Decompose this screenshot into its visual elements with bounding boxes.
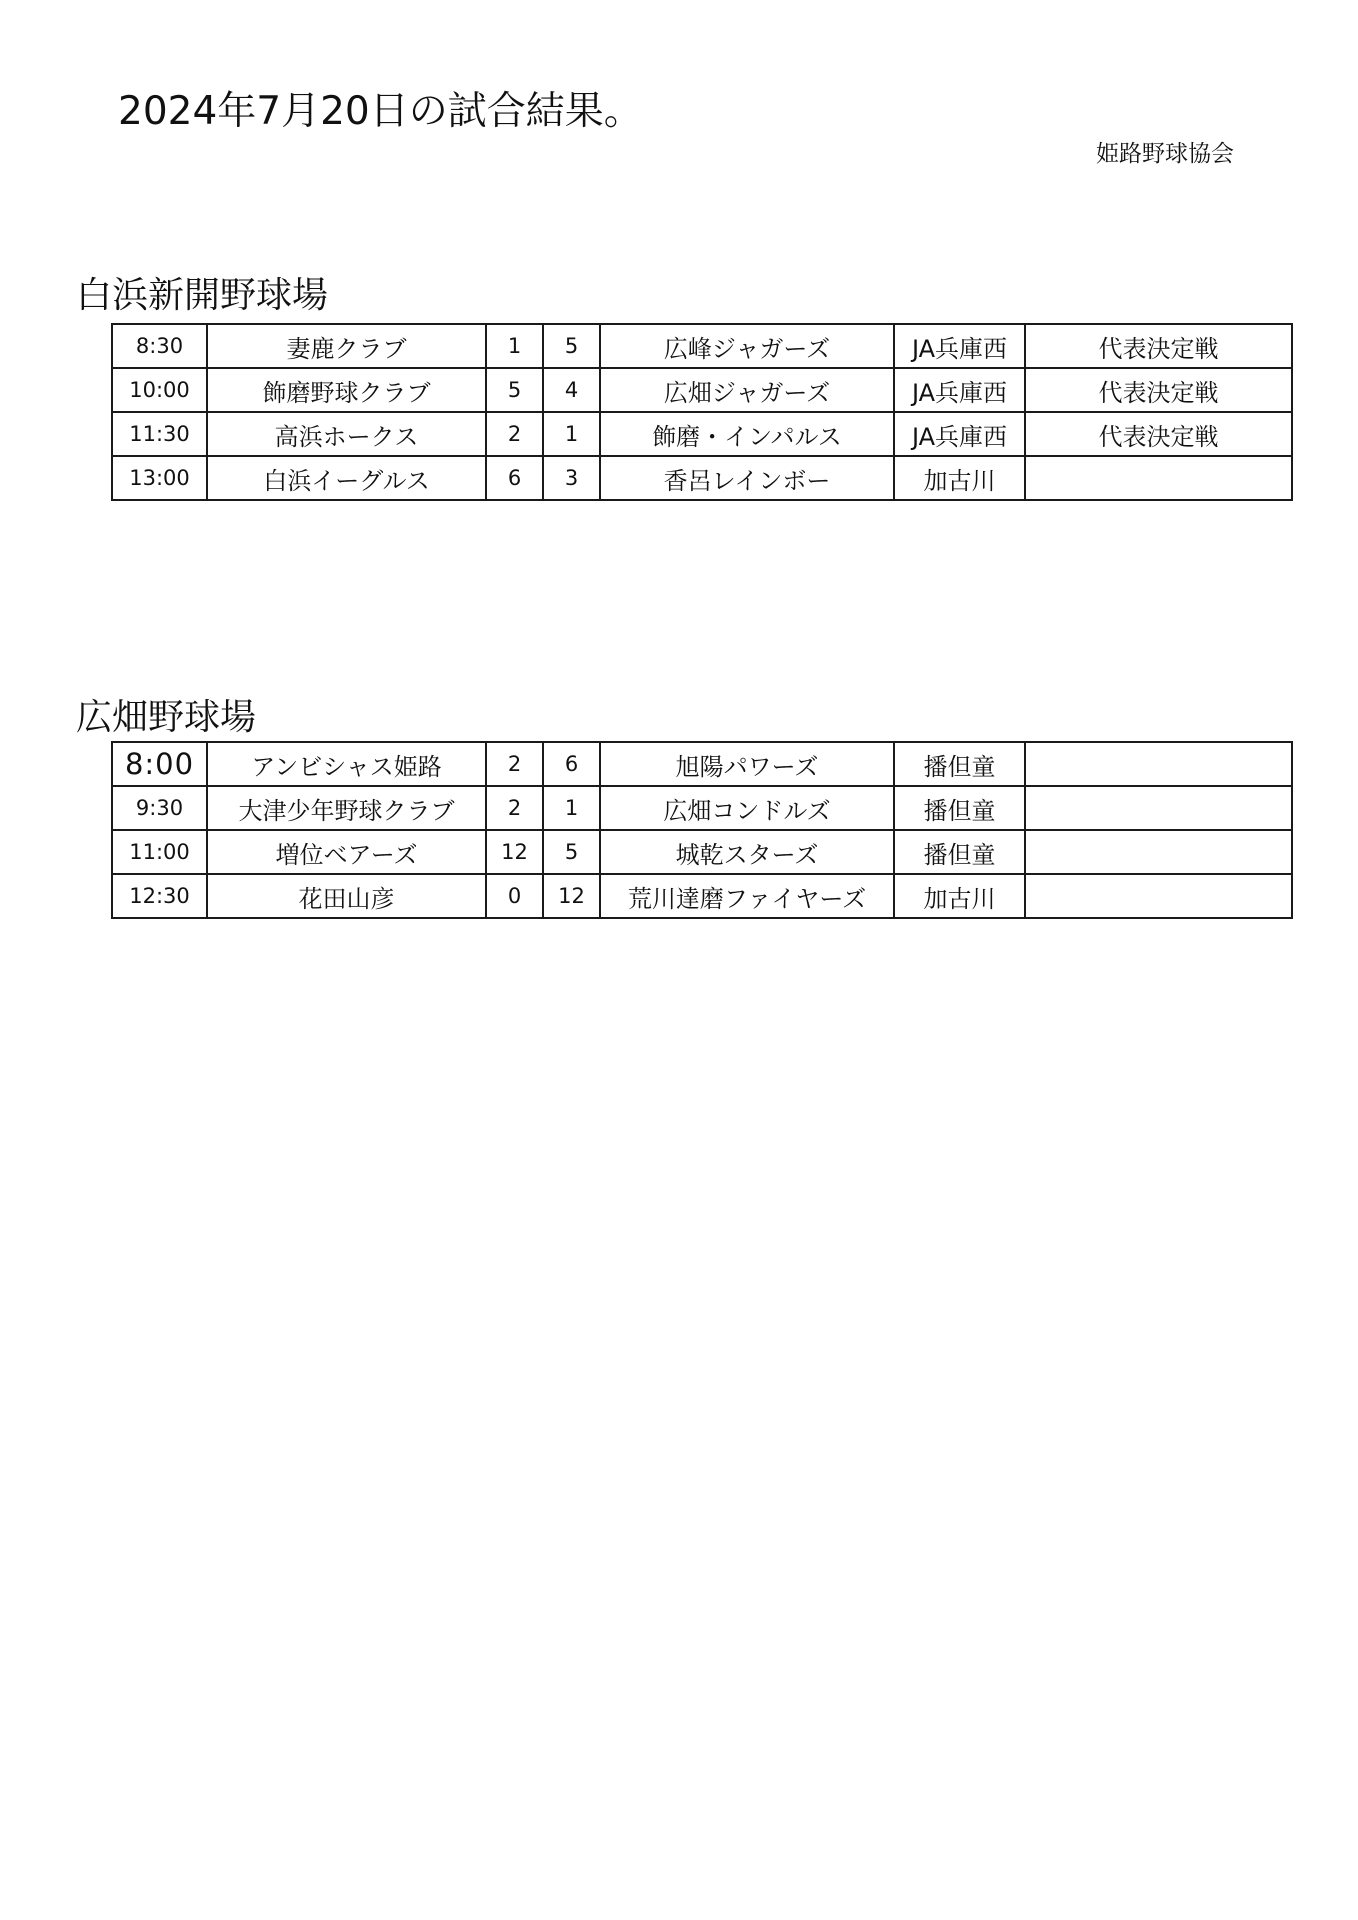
game-time: 8:00 xyxy=(112,742,207,786)
game-time: 11:30 xyxy=(112,412,207,456)
table-row xyxy=(112,742,1292,786)
away-score: 1 xyxy=(543,412,600,456)
home-score: 5 xyxy=(486,368,543,412)
venue-title: 広畑野球場 xyxy=(76,697,257,738)
game-note xyxy=(1025,456,1292,500)
home-score: 6 xyxy=(486,456,543,500)
away-score: 12 xyxy=(543,874,600,918)
away-score: 4 xyxy=(543,368,600,412)
away-team: 広畑ジャガーズ xyxy=(600,368,894,412)
association: 播但童 xyxy=(894,830,1025,874)
home-team: 妻鹿クラブ xyxy=(207,324,486,368)
away-score: 5 xyxy=(543,830,600,874)
table-row xyxy=(112,368,1292,412)
away-score: 1 xyxy=(543,786,600,830)
table-row xyxy=(112,324,1292,368)
table-row xyxy=(112,874,1292,918)
away-team: 城乾スターズ xyxy=(600,830,894,874)
game-note xyxy=(1025,742,1292,786)
home-score: 2 xyxy=(486,786,543,830)
game-time: 8:30 xyxy=(112,324,207,368)
game-note xyxy=(1025,830,1292,874)
table-row xyxy=(112,830,1292,874)
home-team: 白浜イーグルス xyxy=(207,456,486,500)
game-note: 代表決定戦 xyxy=(1025,412,1292,456)
home-team: 花田山彦 xyxy=(207,874,486,918)
game-time: 10:00 xyxy=(112,368,207,412)
game-note: 代表決定戦 xyxy=(1025,324,1292,368)
game-time: 12:30 xyxy=(112,874,207,918)
organizer-name: 姫路野球協会 xyxy=(1096,141,1234,167)
away-team: 広畑コンドルズ xyxy=(600,786,894,830)
away-score: 3 xyxy=(543,456,600,500)
game-note: 代表決定戦 xyxy=(1025,368,1292,412)
home-team: 大津少年野球クラブ xyxy=(207,786,486,830)
game-time: 13:00 xyxy=(112,456,207,500)
game-time: 11:00 xyxy=(112,830,207,874)
home-team: 高浜ホークス xyxy=(207,412,486,456)
game-note xyxy=(1025,874,1292,918)
table-row xyxy=(112,786,1292,830)
venue-title: 白浜新開野球場 xyxy=(76,275,329,316)
away-score: 5 xyxy=(543,324,600,368)
away-team: 香呂レインボー xyxy=(600,456,894,500)
table-row xyxy=(112,456,1292,500)
association: 加古川 xyxy=(894,874,1025,918)
away-team: 広峰ジャガーズ xyxy=(600,324,894,368)
home-score: 2 xyxy=(486,742,543,786)
association: JA兵庫西 xyxy=(894,368,1025,412)
table-row xyxy=(112,412,1292,456)
away-score: 6 xyxy=(543,742,600,786)
home-score: 1 xyxy=(486,324,543,368)
home-score: 0 xyxy=(486,874,543,918)
game-time: 9:30 xyxy=(112,786,207,830)
association: JA兵庫西 xyxy=(894,412,1025,456)
home-team: 増位ベアーズ xyxy=(207,830,486,874)
away-team: 飾磨・インパルス xyxy=(600,412,894,456)
association: 播但童 xyxy=(894,742,1025,786)
page-title: 2024年7月20日の試合結果。 xyxy=(118,89,643,134)
home-score: 2 xyxy=(486,412,543,456)
home-score: 12 xyxy=(486,830,543,874)
home-team: アンビシャス姫路 xyxy=(207,742,486,786)
results-table xyxy=(111,741,1293,919)
away-team: 荒川達磨ファイヤーズ xyxy=(600,874,894,918)
association: JA兵庫西 xyxy=(894,324,1025,368)
home-team: 飾磨野球クラブ xyxy=(207,368,486,412)
game-note xyxy=(1025,786,1292,830)
association: 加古川 xyxy=(894,456,1025,500)
away-team: 旭陽パワーズ xyxy=(600,742,894,786)
results-table xyxy=(111,323,1293,501)
association: 播但童 xyxy=(894,786,1025,830)
